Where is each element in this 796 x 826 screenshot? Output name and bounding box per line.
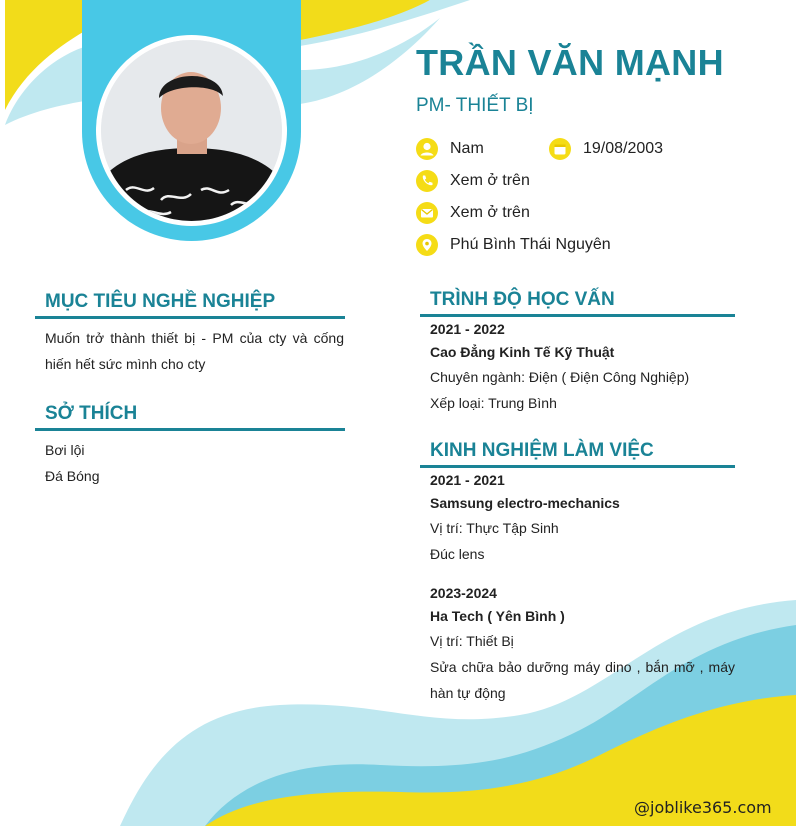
calendar-icon [549,138,571,160]
education-grade: Xếp loại: Trung Bình [430,395,557,411]
experience-position: Vị trí: Thực Tập Sinh [430,520,559,536]
education-title: TRÌNH ĐỘ HỌC VẤN [430,289,615,310]
address-row [416,233,611,257]
user-icon [416,138,438,160]
location-icon [416,234,438,256]
phone-row [416,169,530,193]
experience-company: Ha Tech ( Yên Bình ) [430,608,565,624]
candidate-role: PM- THIẾT BỊ [416,95,534,116]
candidate-name: TRẦN VĂN MẠNH [416,42,724,83]
hobby-item: Bơi lội [45,442,85,458]
experience-position: Vị trí: Thiết Bị [430,633,514,649]
experience-description: Đúc lens [430,546,485,562]
education-period: 2021 - 2022 [430,321,505,337]
gender-value: Nam [450,140,484,157]
experience-period: 2021 - 2021 [430,472,505,488]
education-school: Cao Đẳng Kinh Tế Kỹ Thuật [430,344,615,360]
experience-description: Sửa chữa bảo dưỡng máy dino , bắn mỡ , máy hàn tự động [430,659,735,701]
avatar [101,40,282,221]
mail-icon [416,202,438,224]
experience-title: KINH NGHIỆM LÀM VIỆC [430,440,654,461]
birthdate-row [549,137,663,161]
objective-title: MỤC TIÊU NGHỀ NGHIỆP [45,291,276,312]
phone-icon [416,170,438,192]
watermark: @joblike365.com [634,798,772,817]
objective-text: Muốn trở thành thiết bị - PM của cty và cống hiến hết sức mình cho cty [45,330,344,372]
gender-row [416,137,484,161]
education-major: Chuyên ngành: Điện ( Điện Công Nghiệp) [430,369,690,385]
email-value: Xem ở trên [450,204,530,221]
hobby-item: Đá Bóng [45,468,100,484]
hobbies-divider [35,428,345,431]
phone-value: Xem ở trên [450,172,530,189]
email-row [416,201,530,225]
objective-divider [35,316,345,319]
birthdate-value: 19/08/2003 [583,140,664,157]
experience-company: Samsung electro-mechanics [430,495,620,511]
address-value: Phú Bình Thái Nguyên [450,236,611,253]
hobbies-title: SỞ THÍCH [45,403,138,424]
experience-period: 2023-2024 [430,585,497,601]
